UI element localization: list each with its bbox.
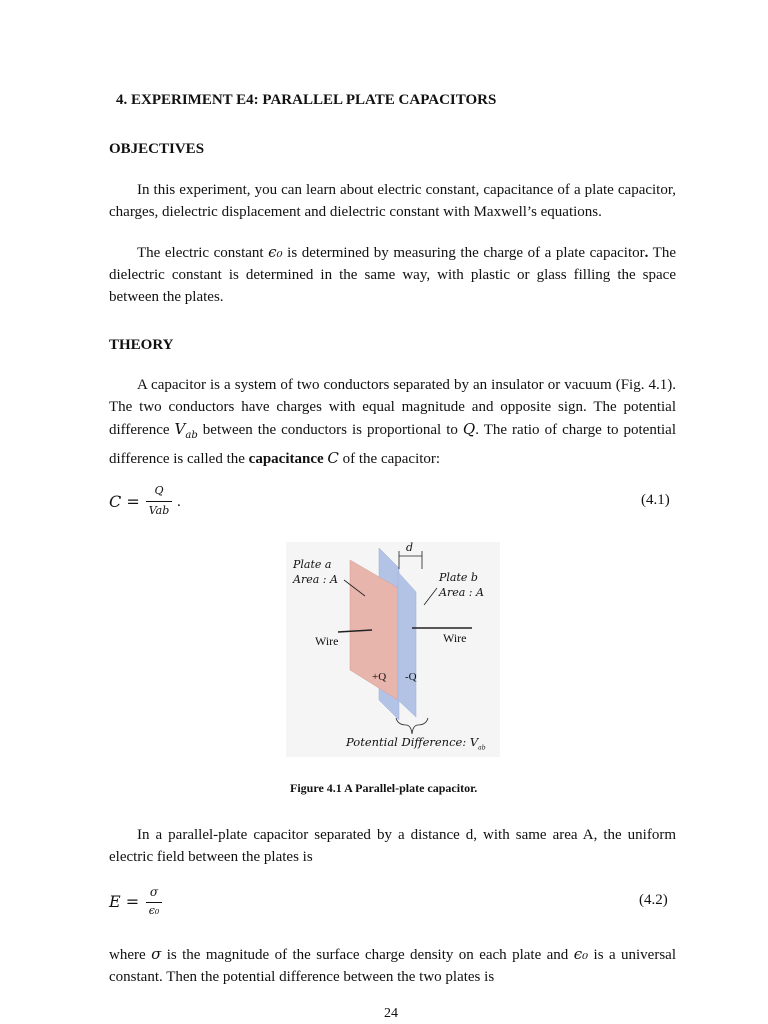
label-wire-right: Wire bbox=[443, 631, 467, 645]
label-area-b: Area : A bbox=[439, 586, 484, 599]
eq1-number: (4.1) bbox=[641, 492, 670, 508]
epsilon-zero-symbol: ϵ₀ bbox=[268, 243, 283, 261]
theory-heading: THEORY bbox=[109, 337, 174, 353]
plate-b-front bbox=[398, 572, 416, 717]
eq2-numerator: σ bbox=[149, 885, 159, 899]
eq1-denominator: Vab bbox=[148, 504, 170, 517]
eq1-numerator: Q bbox=[154, 484, 164, 497]
label-plate-b: Plate b bbox=[439, 571, 478, 584]
label-minus-q: -Q bbox=[405, 671, 417, 683]
leader-plate-b bbox=[424, 588, 437, 605]
label-potential-difference: Potential Difference: $V_{ab}$ bbox=[346, 735, 486, 752]
eq2-number: (4.2) bbox=[639, 892, 668, 908]
paragraph-where-sigma: where σ is the magnitude of the surface charge density on each plate and ϵ₀ is a universal constant. Then the potential difference between the two plates is bbox=[109, 945, 676, 985]
eq1-fraction-bar bbox=[146, 501, 172, 502]
label-area-a: Area : A bbox=[293, 573, 338, 586]
eq1-period: . bbox=[177, 494, 181, 510]
paragraph-field: In a parallel-plate capacitor separated by a distance d, with same area A, the uniform electric field between the plates is bbox=[109, 827, 676, 865]
theory-paragraph: A capacitor is a system of two conductors separated by an insulator or vacuum (Fig. 4.1). The two conductors have charges with equal magnitude and opposite sign. The potential difference $V_{ab}$ between the conductors is proportional to Q. The ratio of charge to potential difference is called the capacitance C of the capacitor: bbox=[109, 377, 676, 467]
eq2-denominator: ϵ₀ bbox=[148, 904, 160, 917]
epsilon-zero-symbol-2: ϵ₀ bbox=[573, 945, 589, 963]
label-wire-left: Wire bbox=[315, 634, 339, 648]
objectives-heading: OBJECTIVES bbox=[109, 141, 205, 157]
page-number: 24 bbox=[384, 1006, 398, 1021]
c-symbol: C bbox=[327, 449, 339, 467]
capacitor-figure bbox=[286, 542, 500, 757]
potential-brace bbox=[396, 718, 428, 734]
objectives-paragraph-2: The electric constant ϵ₀ is determined by measuring the charge of a plate capacitor. The dielectric constant is determined in the same way, with plastic or glass filling the space between the plates. bbox=[109, 243, 676, 305]
objectives-paragraph-1: In this experiment, you can learn about electric constant, capacitance of a plate capacitor, charges, dielectric displacement and dielectric constant with Maxwell’s equations. bbox=[109, 182, 676, 220]
sigma-symbol: σ bbox=[151, 945, 162, 963]
q-symbol: Q bbox=[462, 420, 476, 438]
label-plate-a: Plate a bbox=[293, 558, 332, 571]
section-title: 4. EXPERIMENT E4: PARALLEL PLATE CAPACITORS bbox=[116, 92, 497, 108]
vab-symbol: $V_{ab}$ bbox=[174, 420, 198, 441]
eq1-lhs: C = bbox=[109, 492, 140, 511]
label-plus-q: +Q bbox=[372, 671, 387, 683]
eq2-fraction-bar bbox=[146, 902, 162, 903]
label-d: d bbox=[406, 541, 414, 554]
figure-caption: Figure 4.1 A Parallel-plate capacitor. bbox=[290, 781, 478, 795]
eq2-lhs: E = bbox=[109, 892, 140, 911]
